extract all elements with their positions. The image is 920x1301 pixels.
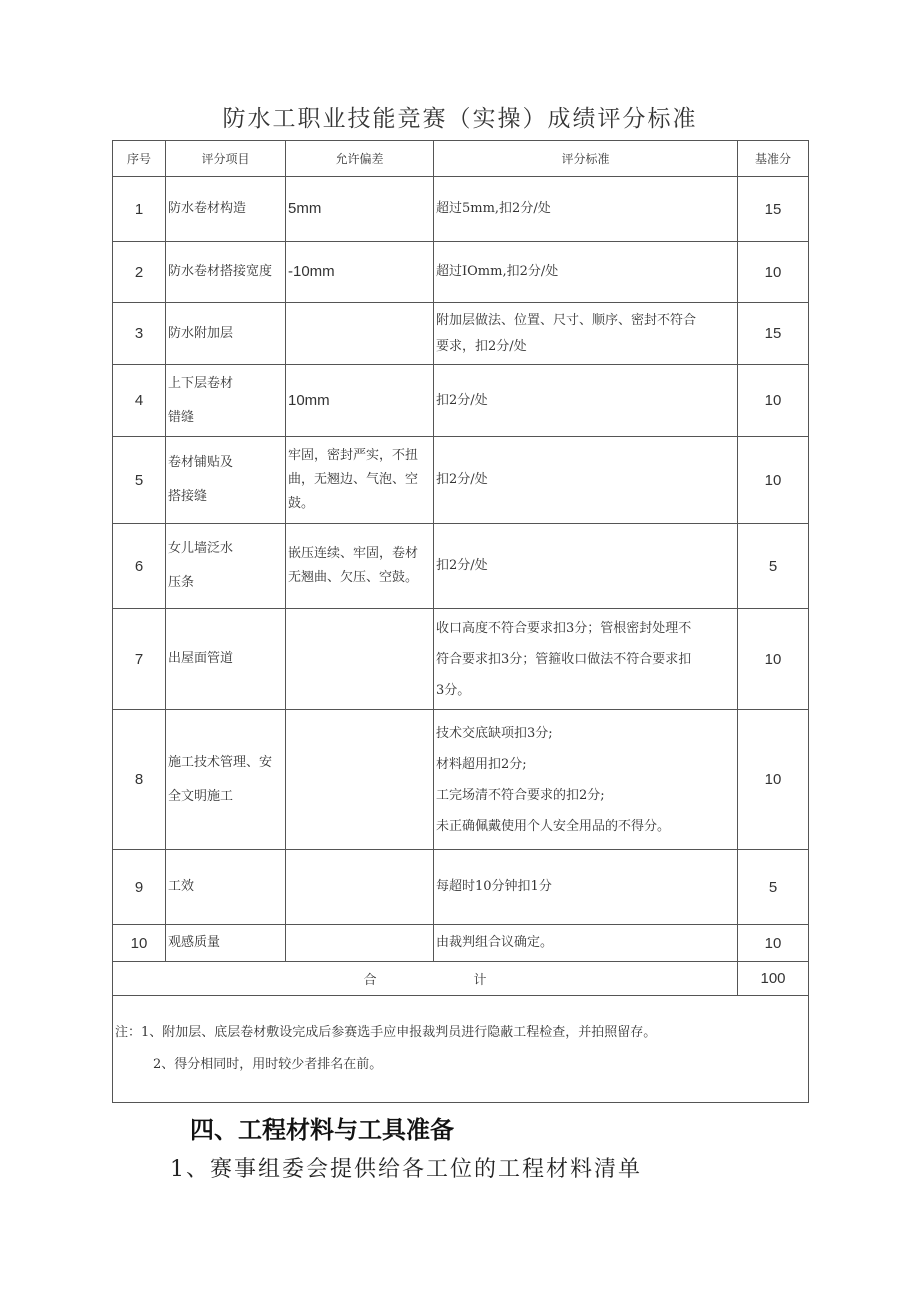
row-criteria	[434, 925, 738, 962]
row-item	[166, 303, 286, 365]
row-item	[166, 710, 286, 850]
criteria-line: 符合要求扣3分；管箍收口做法不符合要求扣	[436, 651, 692, 667]
criteria-line: 3分。	[436, 682, 471, 698]
row-number: 10	[113, 925, 166, 962]
row-number: 1	[113, 177, 166, 242]
total-row	[113, 962, 809, 996]
item-line: 全文明施工	[168, 788, 234, 804]
tolerance-line: 5mm	[288, 200, 322, 217]
criteria-line: 由裁判组合议确定。	[436, 935, 554, 950]
criteria-line: 超过5mm,扣2分/处	[436, 201, 551, 216]
row-criteria	[434, 710, 738, 850]
tolerance-line: 牢固，密封严实，不扭	[288, 448, 419, 463]
table-row	[113, 524, 809, 609]
total-label: 合 计	[113, 962, 738, 996]
row-number: 6	[113, 524, 166, 609]
row-tolerance	[286, 710, 434, 850]
row-item	[166, 524, 286, 609]
row-tolerance	[286, 437, 434, 524]
row-points: 5	[738, 524, 809, 609]
header-tolerance: 允许偏差	[286, 141, 434, 177]
row-criteria	[434, 303, 738, 365]
criteria-line: 技术交底缺项扣3分;	[436, 725, 553, 741]
row-tolerance	[286, 609, 434, 710]
header-no: 序号	[113, 141, 166, 177]
row-tolerance	[286, 177, 434, 242]
criteria-line: 超过IOmm,扣2分/处	[436, 264, 559, 279]
row-points: 10	[738, 710, 809, 850]
item-line: 错缝	[168, 409, 195, 425]
row-number: 2	[113, 242, 166, 303]
table-row	[113, 242, 809, 303]
row-criteria	[434, 850, 738, 925]
row-tolerance	[286, 850, 434, 925]
tolerance-line: 10mm	[288, 391, 330, 409]
criteria-line: 要求，扣2分/处	[436, 338, 527, 354]
item-line: 压条	[168, 575, 195, 590]
criteria-line: 扣2分/处	[436, 472, 488, 487]
item-line: 搭接缝	[168, 489, 208, 504]
row-criteria	[434, 365, 738, 437]
item-line: 卷材铺贴及	[168, 455, 234, 470]
item-line: 观感质量	[168, 935, 221, 950]
row-item	[166, 437, 286, 524]
table-header-row	[113, 141, 809, 177]
table-row	[113, 609, 809, 710]
criteria-line: 收口高度不符合要求扣3分；管根密封处理不	[436, 620, 692, 636]
row-number: 5	[113, 437, 166, 524]
scoring-table	[112, 140, 809, 1103]
row-points: 5	[738, 850, 809, 925]
row-criteria	[434, 242, 738, 303]
row-number: 3	[113, 303, 166, 365]
header-points: 基准分	[738, 141, 809, 177]
note-1: 注：1、附加层、底层卷材敷设完成后参赛选手应申报裁判员进行隐蔽工程检查，并拍照留存。	[115, 1025, 657, 1040]
item-line: 防水卷材构造	[168, 201, 247, 216]
row-item	[166, 609, 286, 710]
tolerance-line: -10mm	[288, 263, 335, 280]
criteria-line: 扣2分/处	[436, 558, 488, 573]
item-line: 工效	[168, 879, 195, 894]
table-row	[113, 365, 809, 437]
criteria-line: 扣2分/处	[436, 392, 488, 408]
row-points: 15	[738, 303, 809, 365]
row-item	[166, 850, 286, 925]
criteria-line: 附加层做法、位置、尺寸、顺序、密封不符合	[436, 312, 697, 328]
criteria-line: 工完场清不符合要求的扣2分;	[436, 787, 605, 803]
item-line: 施工技术管理、安	[168, 754, 273, 770]
item-line: 女儿墙泛水	[168, 541, 234, 556]
tolerance-line: 鼓。	[288, 496, 315, 511]
header-criteria: 评分标准	[434, 141, 738, 177]
table-row	[113, 437, 809, 524]
row-points: 10	[738, 925, 809, 962]
row-criteria	[434, 609, 738, 710]
row-tolerance	[286, 365, 434, 437]
table-row	[113, 850, 809, 925]
item-line: 上下层卷材	[168, 375, 234, 391]
row-points: 10	[738, 242, 809, 303]
subsection-heading: 1、赛事组委会提供给各工位的工程材料清单	[170, 1157, 642, 1182]
table-row	[113, 303, 809, 365]
section-heading: 四、工程材料与工具准备	[190, 1116, 454, 1144]
item-line: 出屋面管道	[168, 651, 234, 666]
criteria-line: 每超时10分钟扣1分	[436, 879, 552, 894]
tolerance-line: 无翘曲、欠压、空鼓。	[288, 570, 419, 585]
row-tolerance	[286, 925, 434, 962]
total-points: 100	[738, 962, 809, 996]
notes-row	[113, 996, 809, 1103]
row-item	[166, 177, 286, 242]
row-criteria	[434, 524, 738, 609]
row-criteria	[434, 177, 738, 242]
row-criteria	[434, 437, 738, 524]
tolerance-line: 嵌压连续、牢固，卷材	[288, 546, 419, 561]
row-item	[166, 242, 286, 303]
row-item	[166, 925, 286, 962]
criteria-line: 材料超用扣2分;	[436, 756, 527, 772]
row-points: 15	[738, 177, 809, 242]
criteria-line: 未正确佩戴使用个人安全用品的不得分。	[436, 818, 671, 834]
row-number: 8	[113, 710, 166, 850]
note-2: 2、得分相同时，用时较少者排名在前。	[153, 1057, 383, 1072]
table-row	[113, 710, 809, 850]
item-line: 防水附加层	[168, 325, 234, 341]
row-points: 10	[738, 365, 809, 437]
row-tolerance	[286, 524, 434, 609]
row-number: 9	[113, 850, 166, 925]
row-tolerance	[286, 303, 434, 365]
row-points: 10	[738, 437, 809, 524]
table-row	[113, 925, 809, 962]
tolerance-line: 曲，无翘边、气泡、空	[288, 472, 419, 487]
row-number: 7	[113, 609, 166, 710]
page-title: 防水工职业技能竞赛（实操）成绩评分标准	[222, 106, 698, 132]
item-line: 防水卷材搭接宽度	[168, 264, 273, 279]
table-row	[113, 177, 809, 242]
row-number: 4	[113, 365, 166, 437]
row-tolerance	[286, 242, 434, 303]
row-points: 10	[738, 609, 809, 710]
header-item: 评分项目	[166, 141, 286, 177]
row-item	[166, 365, 286, 437]
notes-cell	[113, 996, 809, 1103]
